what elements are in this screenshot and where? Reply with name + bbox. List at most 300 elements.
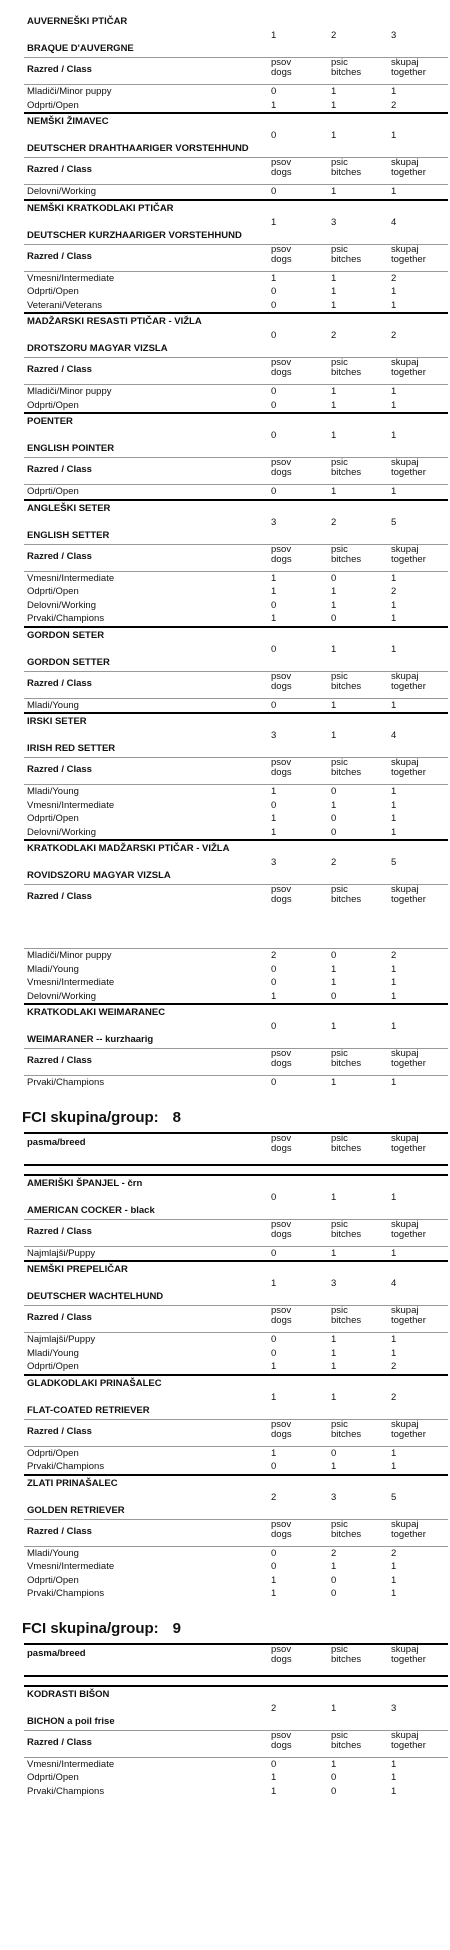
class-together: 1 — [391, 990, 397, 1002]
class-bitches: 2 — [331, 1547, 337, 1559]
class-name: Prvaki/Champions — [27, 1077, 105, 1089]
class-dogs-header-en: dogs — [271, 67, 292, 78]
class-row — [24, 1460, 448, 1474]
class-bitches-header-sl: psic — [331, 1048, 348, 1059]
class-header-row — [24, 457, 448, 484]
class-together: 1 — [391, 386, 397, 398]
class-together-header-sl: skupaj — [391, 1218, 419, 1230]
breed-name-stack — [27, 1476, 125, 1519]
breed-dogs-count: 0 — [271, 643, 277, 655]
class-dogs: 1 — [271, 572, 277, 584]
class-header-row — [24, 1219, 448, 1246]
breed-names — [27, 14, 267, 57]
class-bitches: 1 — [331, 272, 337, 284]
breed-name-sl: KRATKODLAKI MADŽARSKI PTIČAR - VIŽLA — [27, 843, 230, 854]
class-together: 1 — [391, 1758, 397, 1770]
bitches-header-sl: psic — [331, 1132, 348, 1144]
class-together-header-sl: skupaj — [391, 884, 419, 895]
breed-name-stack — [27, 1176, 155, 1219]
breed-name-sl: NEMŠKI KRATKODLAKI PTIČAR — [27, 202, 174, 214]
breed-bitches-count: 1 — [331, 130, 337, 141]
class-bitches-header-sl: psic — [331, 243, 348, 255]
class-name: Odprti/Open — [27, 1574, 79, 1586]
breed-name-sl: ANGLEŠKI SETER — [27, 502, 111, 514]
class-together: 2 — [391, 272, 397, 284]
breed-dogs-count: 0 — [271, 430, 277, 441]
class-together-header-en: together — [391, 1739, 426, 1751]
class-name: Mladi/Young — [27, 963, 79, 975]
breed-name-stack — [27, 1262, 163, 1305]
bitches-header — [331, 1134, 391, 1164]
class-together: 1 — [391, 486, 397, 498]
class-together-header-en: together — [391, 1528, 426, 1540]
class-name: Odprti/Open — [27, 99, 79, 111]
breed-names — [27, 1476, 267, 1519]
class-row — [24, 599, 448, 613]
breed-name-en: GORDON SETTER — [27, 656, 110, 668]
breed-name-sl: AUVERNEŠKI PTIČAR — [27, 16, 128, 27]
bitches-header-en: bitches — [331, 1142, 362, 1154]
class-header-row — [24, 1305, 448, 1332]
class-name: Prvaki/Champions — [27, 1785, 105, 1797]
breed-names — [27, 1376, 267, 1419]
class-row — [24, 1574, 448, 1588]
class-name: Vmesni/Intermediate — [27, 272, 115, 284]
class-bitches: 0 — [331, 826, 337, 838]
class-row — [24, 1075, 448, 1090]
bitches-header-sl: psic — [331, 1643, 348, 1655]
class-together-header-en: together — [391, 467, 426, 478]
class-header-label: Razred / Class — [27, 164, 92, 175]
breed-name-sl: MADŽARSKI RESASTI PTIČAR - VIŽLA — [27, 316, 202, 327]
class-together-header — [391, 58, 448, 84]
breed-dogs-count: 1 — [271, 1278, 277, 1289]
class-name: Prvaki/Champions — [27, 1461, 105, 1473]
class-header-label: Razred / Class — [27, 550, 92, 562]
class-dogs: 0 — [271, 1547, 277, 1559]
class-dogs: 0 — [271, 299, 277, 311]
class-header-label: Razred / Class — [27, 764, 92, 775]
class-bitches-header-en: bitches — [331, 680, 362, 692]
class-bitches: 1 — [331, 286, 337, 298]
breed-together-count: 4 — [391, 1278, 397, 1289]
class-name: Odprti/Open — [27, 399, 79, 411]
class-bitches-header-en: bitches — [331, 1315, 362, 1326]
class-dogs-header — [271, 358, 331, 384]
class-row — [24, 826, 448, 840]
class-name: Delovni/Working — [27, 186, 96, 198]
class-bitches-header-en: bitches — [331, 1228, 362, 1240]
class-dogs: 1 — [271, 1772, 277, 1784]
class-header-label: Razred / Class — [27, 1425, 92, 1437]
class-row — [24, 1360, 448, 1374]
class-dogs-header — [271, 1420, 331, 1446]
class-bitches: 1 — [331, 699, 337, 711]
class-dogs-header-en: dogs — [271, 680, 292, 692]
class-bitches-header-sl: psic — [331, 884, 348, 895]
breed-name-sl: IRSKI SETER — [27, 716, 87, 727]
breed-bitches-count: 1 — [331, 1191, 337, 1203]
class-together-header-sl: skupaj — [391, 670, 419, 682]
class-together-header-en: together — [391, 253, 426, 265]
class-name: Vmesni/Intermediate — [27, 1561, 115, 1573]
class-together: 1 — [391, 186, 397, 198]
class-dogs-header-en: dogs — [271, 553, 292, 565]
class-bitches-header-sl: psic — [331, 757, 348, 768]
class-bitches: 1 — [331, 86, 337, 98]
class-dogs-header-sl: psov — [271, 1048, 292, 1059]
class-row — [24, 799, 448, 813]
class-bitches: 1 — [331, 399, 337, 411]
class-bitches-header-en: bitches — [331, 1528, 362, 1540]
bitches-header — [331, 1645, 391, 1675]
class-row — [24, 1446, 448, 1461]
class-together-header-sl: skupaj — [391, 357, 419, 368]
class-row — [24, 299, 448, 313]
class-bitches: 1 — [331, 1758, 337, 1770]
class-header-row — [24, 544, 448, 571]
breed-name-en: ENGLISH POINTER — [27, 443, 115, 454]
breed-name-sl: ZLATI PRINAŠALEC — [27, 1477, 118, 1489]
breed-name-stack — [27, 414, 114, 457]
class-bitches-header — [331, 458, 391, 484]
class-dogs-header — [271, 58, 331, 84]
breed-bitches-count: 3 — [331, 1278, 337, 1289]
breed-dogs-count: 1 — [271, 1391, 277, 1403]
class-bitches-header-en: bitches — [331, 553, 362, 565]
class-bitches-header — [331, 545, 391, 571]
class-together: 2 — [391, 1547, 397, 1559]
class-dogs-header-en: dogs — [271, 1315, 292, 1326]
class-bitches: 0 — [331, 1447, 337, 1459]
class-row — [24, 1246, 448, 1261]
class-name: Odprti/Open — [27, 286, 79, 298]
class-together-header-en: together — [391, 1315, 426, 1326]
class-bitches: 0 — [331, 950, 337, 962]
class-dogs-header-en: dogs — [271, 1739, 292, 1751]
class-name: Delovni/Working — [27, 826, 96, 838]
class-bitches-header-sl: psic — [331, 57, 348, 68]
breed-together-count: 4 — [391, 730, 397, 741]
class-together: 1 — [391, 963, 397, 975]
class-bitches: 1 — [331, 1347, 337, 1359]
breed-row — [24, 112, 448, 157]
class-header-label: Razred / Class — [27, 677, 92, 689]
class-bitches: 0 — [331, 1574, 337, 1586]
breed-name-en: DEUTSCHER KURZHAARIGER VORSTEHHUND — [27, 229, 242, 241]
class-row — [24, 1560, 448, 1574]
breed-together-count: 1 — [391, 130, 397, 141]
breed-bitches-count: 1 — [331, 430, 337, 441]
class-bitches: 1 — [331, 1334, 337, 1346]
class-together: 1 — [391, 1334, 397, 1346]
class-together: 1 — [391, 86, 397, 98]
class-name: Delovni/Working — [27, 599, 96, 611]
class-bitches-header — [331, 1049, 391, 1075]
class-dogs: 0 — [271, 963, 277, 975]
class-header-label: Razred / Class — [27, 1055, 92, 1066]
class-together-header-sl: skupaj — [391, 57, 419, 68]
class-dogs-header — [271, 245, 331, 271]
breed-dogs-count: 0 — [271, 330, 277, 341]
class-dogs-header — [271, 672, 331, 698]
class-together-header — [391, 885, 448, 911]
class-dogs: 1 — [271, 826, 277, 838]
breed-name-stack — [27, 628, 110, 671]
class-name: Mladi/Young — [27, 1347, 79, 1359]
breed-bitches-count: 1 — [331, 643, 337, 655]
breed-together-count: 5 — [391, 1491, 397, 1503]
dogs-header — [271, 1134, 331, 1164]
class-together: 1 — [391, 1561, 397, 1573]
class-name: Odprti/Open — [27, 1361, 79, 1373]
class-row — [24, 990, 448, 1004]
breed-name-en: IRISH RED SETTER — [27, 743, 116, 754]
class-together: 1 — [391, 1588, 397, 1600]
class-bitches: 1 — [331, 486, 337, 498]
breed-row — [24, 312, 448, 357]
together-header-en: together — [391, 1142, 426, 1154]
class-together-header — [391, 358, 448, 384]
class-together: 1 — [391, 613, 397, 625]
class-together-header-en: together — [391, 1428, 426, 1440]
class-dogs-header — [271, 758, 331, 784]
class-header-row — [24, 57, 448, 84]
class-bitches: 0 — [331, 613, 337, 625]
breed-together-count: 3 — [391, 1702, 397, 1714]
class-dogs-header-sl: psov — [271, 457, 292, 468]
breed-header-label: pasma/breed — [27, 1136, 86, 1148]
class-header-label: Razred / Class — [27, 891, 92, 902]
class-name: Mladi/Young — [27, 1547, 79, 1559]
class-header-row — [24, 157, 448, 184]
class-dogs-header — [271, 158, 331, 184]
class-dogs: 0 — [271, 699, 277, 711]
class-together-header — [391, 758, 448, 784]
class-dogs: 0 — [271, 286, 277, 298]
breed-dogs-count: 2 — [271, 1491, 277, 1503]
class-together: 2 — [391, 99, 397, 111]
class-row — [24, 484, 448, 499]
class-bitches: 1 — [331, 1077, 337, 1089]
class-bitches-header-en: bitches — [331, 1058, 362, 1069]
class-bitches-header-en: bitches — [331, 67, 362, 78]
class-together: 1 — [391, 1461, 397, 1473]
class-bitches-header-sl: psic — [331, 1518, 348, 1530]
class-row — [24, 571, 448, 586]
class-dogs: 1 — [271, 613, 277, 625]
class-dogs-header-en: dogs — [271, 1228, 292, 1240]
class-row — [24, 698, 448, 713]
results-document — [24, 14, 448, 1798]
class-header-row — [24, 1419, 448, 1446]
class-header-label: Razred / Class — [27, 464, 92, 475]
group-label: FCI skupina/group: — [22, 1619, 159, 1637]
class-header-row — [24, 1519, 448, 1546]
class-bitches-header-sl: psic — [331, 1418, 348, 1430]
class-dogs: 0 — [271, 1347, 277, 1359]
class-row — [24, 612, 448, 626]
class-name: Odprti/Open — [27, 486, 79, 498]
class-dogs-header-en: dogs — [271, 167, 292, 178]
breed-bitches-count: 1 — [331, 1021, 337, 1032]
class-bitches: 1 — [331, 299, 337, 311]
class-row — [24, 784, 448, 799]
class-dogs-header — [271, 1220, 331, 1246]
class-bitches: 0 — [331, 786, 337, 798]
class-row — [24, 976, 448, 990]
class-dogs-header-sl: psov — [271, 1518, 292, 1530]
breed-bitches-count: 1 — [331, 1391, 337, 1403]
class-dogs: 1 — [271, 786, 277, 798]
class-dogs: 0 — [271, 977, 277, 989]
breed-name-stack — [27, 201, 242, 244]
class-dogs-header-sl: psov — [271, 1305, 292, 1316]
class-name: Mladiči/Minor puppy — [27, 950, 112, 962]
class-bitches-header — [331, 1420, 391, 1446]
breed-name-stack — [27, 841, 229, 884]
class-dogs: 0 — [271, 1461, 277, 1473]
class-together: 1 — [391, 286, 397, 298]
breed-dogs-count: 3 — [271, 857, 277, 868]
class-dogs: 1 — [271, 990, 277, 1002]
class-row — [24, 1771, 448, 1785]
breed-bitches-count: 2 — [331, 857, 337, 868]
breed-header-row — [24, 1643, 448, 1677]
breed-bitches-count: 2 — [331, 516, 337, 528]
class-bitches-header — [331, 1220, 391, 1246]
breed-row — [24, 712, 448, 757]
dogs-header-sl: psov — [271, 1643, 292, 1655]
group-number: 8 — [172, 1108, 182, 1126]
class-header-row — [24, 757, 448, 784]
class-together-header-en: together — [391, 680, 426, 692]
class-name: Odprti/Open — [27, 586, 79, 598]
class-dogs: 0 — [271, 1334, 277, 1346]
class-name: Prvaki/Champions — [27, 613, 105, 625]
breed-row — [24, 1374, 448, 1419]
breed-names — [27, 1687, 267, 1730]
class-bitches: 1 — [331, 1561, 337, 1573]
class-together-header — [391, 1049, 448, 1075]
class-name: Odprti/Open — [27, 813, 79, 825]
class-header-label: Razred / Class — [27, 1736, 92, 1748]
class-bitches-header — [331, 1306, 391, 1332]
class-together-header-sl: skupaj — [391, 1305, 419, 1316]
class-name: Mladi/Young — [27, 786, 79, 798]
breed-names — [27, 501, 267, 544]
breed-together-count: 4 — [391, 216, 397, 228]
breed-name-sl: GORDON SETER — [27, 629, 105, 641]
together-header-sl: skupaj — [391, 1132, 419, 1144]
class-together: 1 — [391, 1772, 397, 1784]
class-bitches: 0 — [331, 990, 337, 1002]
breed-row — [24, 412, 448, 457]
class-name: Odprti/Open — [27, 1447, 79, 1459]
class-dogs: 1 — [271, 586, 277, 598]
class-together-header-sl: skupaj — [391, 243, 419, 255]
breed-header-row — [24, 1132, 448, 1166]
class-bitches-header — [331, 672, 391, 698]
breed-row — [24, 626, 448, 671]
class-together: 2 — [391, 586, 397, 598]
class-together-header — [391, 1220, 448, 1246]
class-together-header-sl: skupaj — [391, 757, 419, 768]
class-dogs: 0 — [271, 1561, 277, 1573]
class-together-header — [391, 1420, 448, 1446]
class-together: 1 — [391, 1785, 397, 1797]
breed-name-stack — [27, 1687, 115, 1730]
class-bitches-header — [331, 758, 391, 784]
breed-name-sl: GLADKODLAKI PRINAŠALEC — [27, 1377, 162, 1389]
class-bitches: 0 — [331, 1772, 337, 1784]
class-together: 1 — [391, 786, 397, 798]
breed-name-sl: POENTER — [27, 416, 73, 427]
breed-row — [24, 1174, 448, 1219]
class-dogs: 0 — [271, 186, 277, 198]
class-bitches-header-en: bitches — [331, 467, 362, 478]
class-together: 1 — [391, 826, 397, 838]
class-together: 1 — [391, 1447, 397, 1459]
group-title-row — [24, 1601, 448, 1643]
breed-name-en: WEIMARANER -- kurzhaarig — [27, 1034, 154, 1045]
class-name: Vmesni/Intermediate — [27, 799, 115, 811]
breed-together-count: 3 — [391, 30, 397, 41]
breed-names — [27, 1262, 267, 1305]
together-header — [391, 1134, 448, 1164]
class-together-header-sl: skupaj — [391, 1518, 419, 1530]
class-dogs-header — [271, 458, 331, 484]
breed-dogs-count: 0 — [271, 130, 277, 141]
breed-row — [24, 499, 448, 544]
together-header — [391, 1645, 448, 1675]
breed-name-en: ENGLISH SETTER — [27, 529, 110, 541]
class-dogs: 0 — [271, 399, 277, 411]
class-header-label: Razred / Class — [27, 250, 92, 262]
class-header-row — [24, 884, 448, 911]
group-title — [22, 1109, 181, 1126]
class-name: Mladiči/Minor puppy — [27, 386, 112, 398]
class-row — [24, 1546, 448, 1561]
class-dogs: 1 — [271, 1785, 277, 1797]
breed-name-stack — [27, 314, 202, 357]
class-header-row — [24, 671, 448, 698]
class-bitches-header-en: bitches — [331, 894, 362, 905]
class-together-header — [391, 245, 448, 271]
breed-names — [27, 714, 267, 757]
class-dogs: 1 — [271, 1361, 277, 1373]
class-row — [24, 271, 448, 286]
breed-together-count: 1 — [391, 1021, 397, 1032]
class-together-header-en: together — [391, 1228, 426, 1240]
class-row — [24, 1757, 448, 1772]
class-bitches: 1 — [331, 586, 337, 598]
class-dogs-header-sl: psov — [271, 543, 292, 555]
breed-names — [27, 314, 267, 357]
breed-row — [24, 1003, 448, 1048]
breed-names — [27, 628, 267, 671]
class-dogs-header-sl: psov — [271, 357, 292, 368]
class-dogs-header-sl: psov — [271, 57, 292, 68]
class-dogs: 1 — [271, 1574, 277, 1586]
class-dogs-header — [271, 545, 331, 571]
breed-together-count: 2 — [391, 1391, 397, 1403]
class-header-row — [24, 1730, 448, 1757]
breed-dogs-count: 0 — [271, 1191, 277, 1203]
breed-header-label: pasma/breed — [27, 1647, 86, 1659]
breed-together-count: 5 — [391, 516, 397, 528]
class-together: 1 — [391, 813, 397, 825]
